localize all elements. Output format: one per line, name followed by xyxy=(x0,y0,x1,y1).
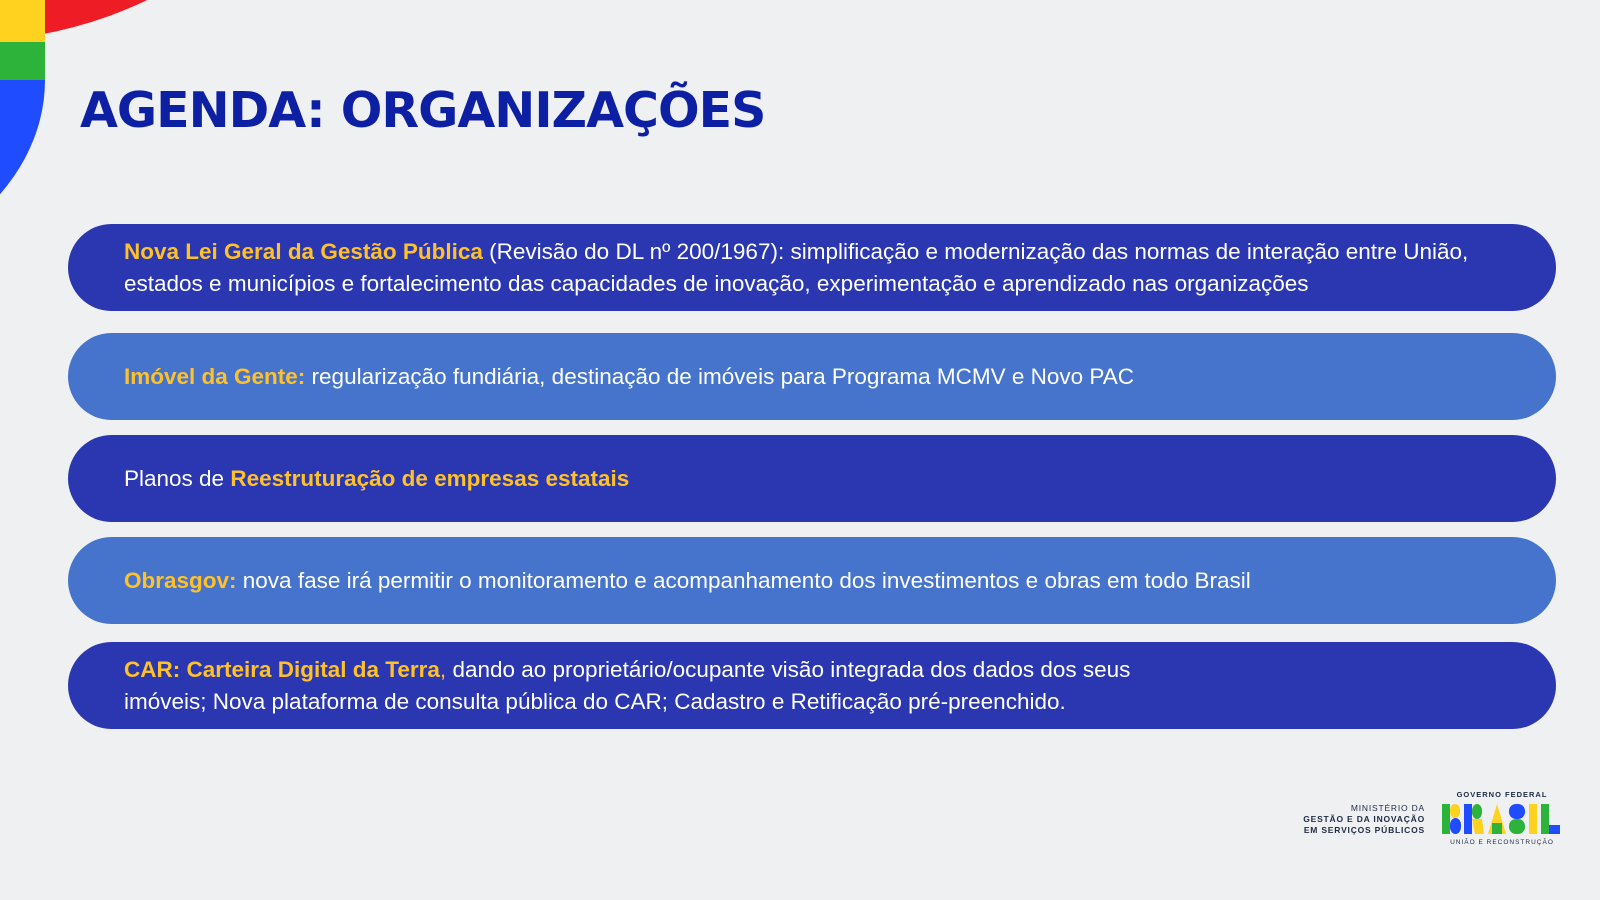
agenda-item-text xyxy=(124,463,629,495)
corner-red-shape xyxy=(0,0,350,42)
agenda-item-body-line2: imóveis; Nova plataforma de consulta pública do CAR; Cadastro e Retificação pré-preenchido. xyxy=(124,688,1066,714)
corner-green-shape xyxy=(0,42,45,80)
agenda-item-prefix: Planos de xyxy=(124,465,231,491)
ministry-line-2: GESTÃO E DA INOVAÇÃO xyxy=(1303,814,1425,824)
agenda-item-body: regularização fundiária, destinação de imóveis para Programa MCMV e Novo PAC xyxy=(305,363,1135,389)
agenda-item-reestruturacao xyxy=(68,435,1556,522)
agenda-item-imovel-da-gente xyxy=(68,333,1556,420)
agenda-item-nova-lei xyxy=(68,224,1556,311)
agenda-item-comma: , xyxy=(439,656,447,682)
page-title: AGENDA: ORGANIZAÇÕES xyxy=(80,82,766,139)
agenda-item-text xyxy=(124,361,1134,393)
agenda-item-highlight: Imóvel da Gente: xyxy=(124,363,306,389)
corner-yellow-shape xyxy=(0,0,45,42)
agenda-item-text xyxy=(124,565,1251,597)
gov-logo-bottom-text: UNIÃO E RECONSTRUÇÃO xyxy=(1450,839,1554,846)
agenda-item-text xyxy=(124,654,1130,718)
agenda-item-highlight: Reestruturação de empresas estatais xyxy=(230,465,630,491)
brasil-wordmark-icon xyxy=(1442,801,1562,837)
gov-logo-word: BRASIL xyxy=(1502,836,1506,837)
ministry-logo-text xyxy=(1285,803,1425,836)
agenda-item-car xyxy=(68,642,1556,729)
corner-blue-shape xyxy=(0,80,45,285)
agenda-item-body: (Revisão do DL nº 200/1967): simplificação e modernização das normas de interação entre União, estados e municípios e fortalecimento das capacidades de inovação, experimentação e aprendizado nas organizações xyxy=(124,238,1469,296)
agenda-item-highlight: Obrasgov: xyxy=(124,567,237,593)
agenda-item-highlight: CAR: Carteira Digital da Terra xyxy=(124,656,440,682)
ministry-line-1: MINISTÉRIO DA xyxy=(1350,803,1425,813)
agenda-item-highlight: Nova Lei Geral da Gestão Pública xyxy=(124,238,483,264)
agenda-item-obrasgov xyxy=(68,537,1556,624)
agenda-item-body: nova fase irá permitir o monitoramento e acompanhamento dos investimentos e obras em todo Brasil xyxy=(236,567,1251,593)
gov-logo-top-text: GOVERNO FEDERAL xyxy=(1456,790,1548,799)
agenda-item-text xyxy=(124,236,1496,300)
governo-federal-logo xyxy=(1440,790,1564,850)
agenda-item-body-line1: dando ao proprietário/ocupante visão integrada dos dados dos seus xyxy=(446,656,1131,682)
ministry-line-3: EM SERVIÇOS PÚBLICOS xyxy=(1303,825,1425,835)
